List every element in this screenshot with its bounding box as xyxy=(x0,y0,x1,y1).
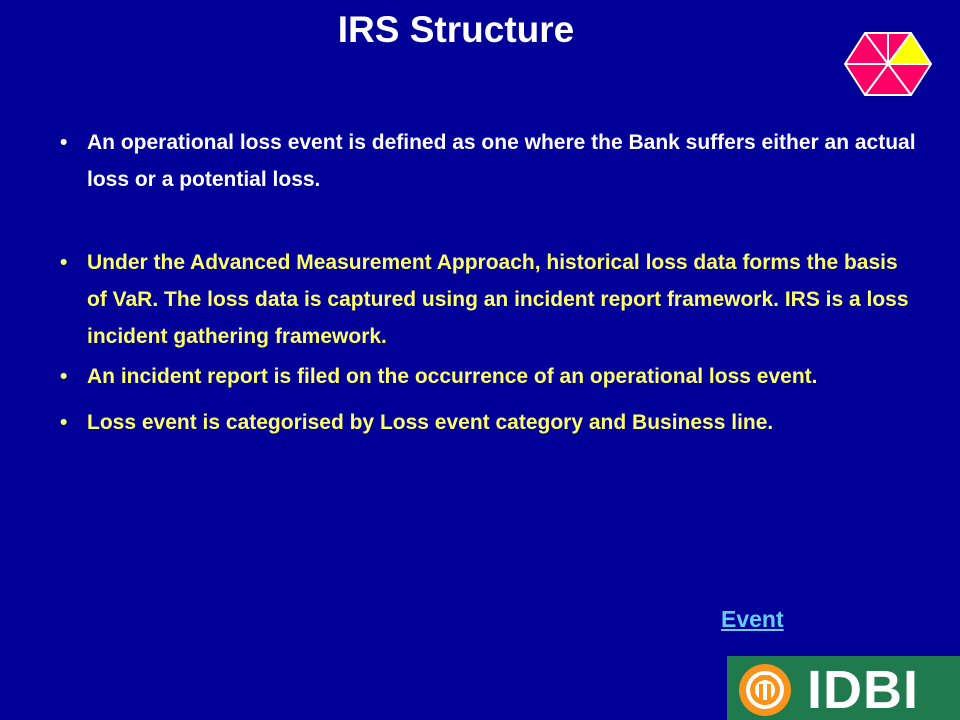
slide-title: IRS Structure xyxy=(337,9,575,50)
bullet-text: Loss event is categorised by Loss event category and Business line. xyxy=(87,411,774,434)
bullet-text: An operational loss event is defined as one where the Bank suffers either an actual loss or a potential loss. xyxy=(87,131,916,191)
event-link[interactable]: Event xyxy=(721,606,784,632)
idbi-emblem-icon xyxy=(737,662,793,718)
bullet-item xyxy=(60,124,920,198)
bullet-list xyxy=(60,124,920,438)
bullet-dot: • xyxy=(60,131,68,154)
bullet-item xyxy=(60,407,920,438)
hexagon-icon xyxy=(843,30,933,98)
bullet-item xyxy=(60,244,920,355)
idbi-logo-text: IDBI xyxy=(807,660,919,720)
bullet-dot: • xyxy=(60,365,68,388)
bullet-item xyxy=(60,361,920,392)
bullet-dot: • xyxy=(60,251,68,274)
bullet-text: An incident report is filed on the occurrence of an operational loss event. xyxy=(87,365,818,388)
bullet-text: Under the Advanced Measurement Approach, historical loss data forms the basis of VaR. The loss data is captured using an incident report framework. IRS is a loss incident gathering framework. xyxy=(87,251,909,348)
idbi-logo xyxy=(727,656,960,720)
bullet-dot: • xyxy=(60,411,68,434)
